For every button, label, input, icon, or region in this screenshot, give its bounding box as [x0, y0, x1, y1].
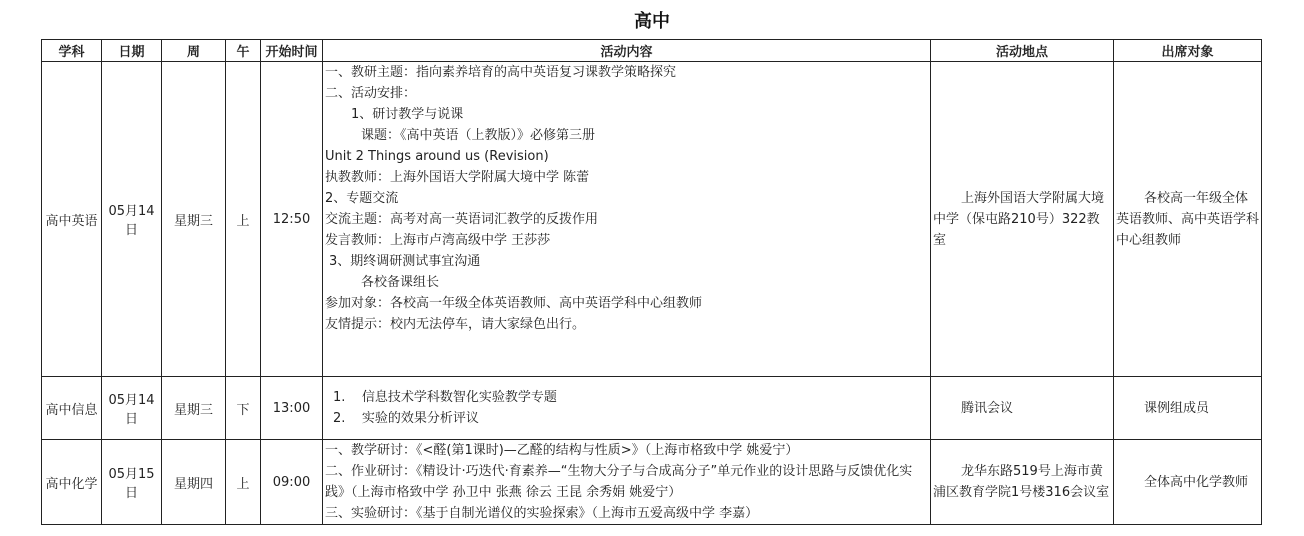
- location-cell: [931, 62, 1114, 377]
- content-line: 二、作业研讨：《精设计·巧迭代·育素养—“生物大分子与合成高分子”单元作业的设计思路与反馈优化实践》（上海市格致中学 孙卫中 张燕 徐云 王昆 余秀娟 姚爱宁）: [325, 464, 913, 500]
- date-text: 05月15: [108, 467, 155, 482]
- content-cell: [323, 377, 931, 440]
- content-line: 友情提示：校内无法停车，请大家绿色出行。: [325, 317, 586, 332]
- content-line: 执教教师：上海外国语大学附属大境中学 陈蕾: [325, 170, 590, 185]
- content-line: 2、专题交流: [325, 191, 399, 206]
- date-cell: [102, 440, 162, 525]
- content-line: 三、实验研讨：《基于自制光谱仪的实验探索》（上海市五爱高级中学 李嘉）: [325, 506, 759, 521]
- content-line: 一、教研主题：指向素养培育的高中英语复习课教学策略探究: [325, 65, 677, 80]
- content-cell: [323, 62, 931, 377]
- weekday-cell: 星期三: [162, 62, 226, 377]
- header-half-day: 午: [226, 40, 261, 62]
- attendees-cell: [1114, 440, 1262, 525]
- date-text: 05月14: [108, 393, 155, 408]
- table-row: [42, 62, 1262, 377]
- content-line: 二、活动安排：: [325, 86, 417, 101]
- date-suffix: 日: [124, 412, 138, 427]
- subject-cell: 高中信息: [42, 377, 102, 440]
- start-time-cell: 09:00: [261, 440, 323, 525]
- date-cell: [102, 62, 162, 377]
- content-line: 交流主题：高考对高一英语词汇教学的反拨作用: [325, 212, 599, 227]
- subject-cell: 高中英语: [42, 62, 102, 377]
- content-line: 一、教学研讨：《<醛(第1课时)—乙醛的结构与性质>》（上海市格致中学 姚爱宁）: [325, 443, 799, 458]
- table-row: [42, 440, 1262, 525]
- schedule-table: [41, 39, 1262, 525]
- half-day-cell: 上: [226, 440, 261, 525]
- location-text: 腾讯会议: [961, 400, 1014, 416]
- header-row: [42, 40, 1262, 62]
- content-line: 3、期终调研测试事宜沟通: [329, 254, 481, 269]
- weekday-cell: 星期四: [162, 440, 226, 525]
- date-suffix: 日: [124, 486, 138, 501]
- header-subject: 学科: [42, 40, 102, 62]
- location-text: 龙华东路519号上海市黄浦区教育学院1号楼316会议室: [933, 464, 1110, 500]
- header-location: 活动地点: [931, 40, 1114, 62]
- page-title: 高中: [634, 11, 670, 32]
- attendees-cell: [1114, 62, 1262, 377]
- date-suffix: 日: [124, 223, 138, 238]
- content-line: 参加对象：各校高一年级全体英语教师、高中英语学科中心组教师: [325, 296, 703, 311]
- content-line: Unit 2 Things around us (Revision): [325, 149, 549, 164]
- weekday-cell: 星期三: [162, 377, 226, 440]
- start-time-cell: 12:50: [261, 62, 323, 377]
- content-line: 发言教师：上海市卢湾高级中学 王莎莎: [325, 233, 551, 248]
- table-row: [42, 377, 1262, 440]
- content-line: 2. 实验的效果分析评议: [333, 411, 479, 426]
- location-cell: [931, 377, 1114, 440]
- content-cell: [323, 440, 931, 525]
- header-content: 活动内容: [323, 40, 931, 62]
- header-start-time: 开始时间: [261, 40, 323, 62]
- start-time-cell: 13:00: [261, 377, 323, 440]
- attendees-text: 课例组成员: [1144, 400, 1210, 416]
- attendees-cell: [1114, 377, 1262, 440]
- header-date: 日期: [102, 40, 162, 62]
- date-text: 05月14: [108, 204, 155, 219]
- half-day-cell: 上: [226, 62, 261, 377]
- date-cell: [102, 377, 162, 440]
- subject-cell: 高中化学: [42, 440, 102, 525]
- half-day-cell: 下: [226, 377, 261, 440]
- content-line: 1. 信息技术学科数智化实验教学专题: [333, 390, 557, 405]
- content-line: 1、研讨教学与说课: [351, 107, 464, 122]
- content-line: 各校备课组长: [361, 275, 440, 290]
- location-cell: [931, 440, 1114, 525]
- content-line: 课题：《高中英语（上教版）》必修第三册: [361, 128, 596, 143]
- attendees-text: 各校高一年级全体英语教师、高中英语学科中心组教师: [1116, 190, 1260, 248]
- location-text: 上海外国语大学附属大境中学（保屯路210号）322教室: [933, 190, 1105, 248]
- header-weekday: 周: [162, 40, 226, 62]
- attendees-text: 全体高中化学教师: [1144, 474, 1249, 490]
- header-attendees: 出席对象: [1114, 40, 1262, 62]
